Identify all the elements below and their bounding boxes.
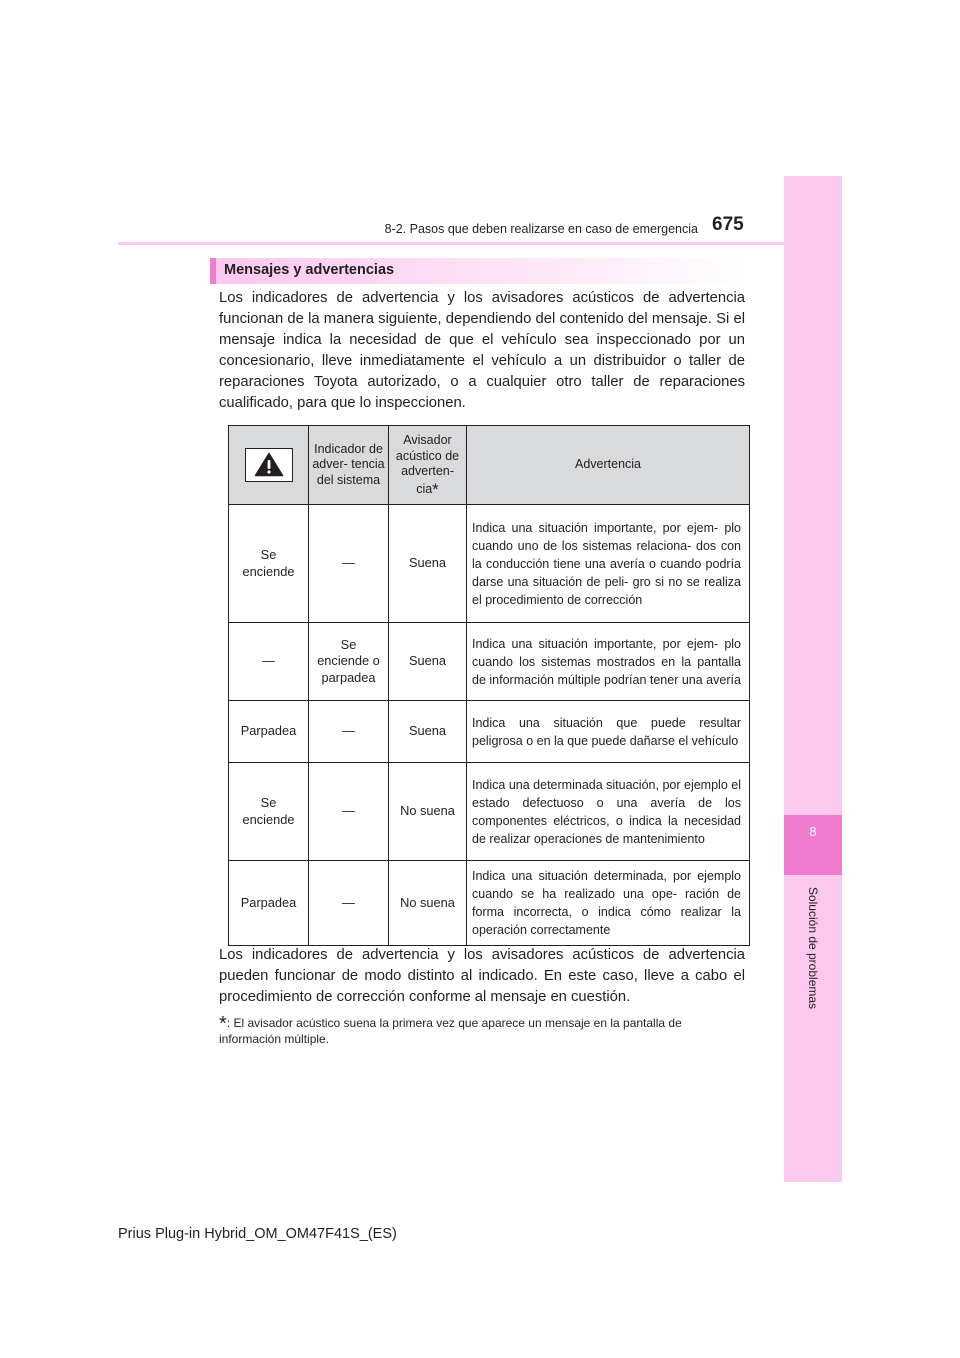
master-indicator-cell: — (229, 623, 309, 701)
buzzer-cell: Suena (389, 623, 467, 701)
master-indicator-cell: Parpadea (229, 701, 309, 763)
warning-triangle-icon (245, 448, 293, 482)
buzzer-header-label: Avisador acústico de adverten- cia (395, 433, 460, 496)
table-row (229, 763, 750, 861)
master-indicator-cell: Se enciende (229, 763, 309, 861)
system-indicator-cell: — (309, 861, 389, 946)
warning-cell: Indica una situación importante, por ejem- plo cuando uno de los sistemas relaciona- dos con la conducción tiene una avería o cuando podría darse una situación de peli- gro si no se realiza el procedimiento de corrección (467, 505, 750, 623)
footnote (219, 1013, 745, 1047)
table-row (229, 623, 750, 701)
section-title: Mensajes y advertencias (224, 262, 395, 278)
chapter-number: 8 (809, 824, 817, 839)
section-heading-bar (210, 258, 749, 284)
buzzer-cell: Suena (389, 701, 467, 763)
footnote-text: : El avisador acústico suena la primera vez que aparece un mensaje en la pantalla de información múltiple. (219, 1016, 682, 1046)
system-indicator-header: Indicador de adver- tencia del sistema (309, 426, 389, 505)
header-rule (118, 242, 784, 245)
warning-table (228, 425, 750, 946)
system-indicator-cell: Se enciende o parpadea (309, 623, 389, 701)
warning-header: Advertencia (467, 426, 750, 505)
system-indicator-cell: — (309, 701, 389, 763)
table-row (229, 701, 750, 763)
chapter-title: Solución de problemas (806, 886, 820, 1010)
master-indicator-cell: Parpadea (229, 861, 309, 946)
buzzer-header (389, 426, 467, 505)
system-indicator-cell: — (309, 505, 389, 623)
side-tab (784, 176, 842, 1182)
outro-paragraph: Los indicadores de advertencia y los avisadores acústicos de advertencia pueden funcionar de modo distinto al indicado. En este caso, lleve a cabo el procedimiento de corrección conforme al mensaje en cuestión. (219, 947, 745, 1005)
table-header-row (229, 426, 750, 505)
footnote-mark: * (219, 1013, 227, 1035)
footer-model: Prius Plug-in Hybrid_OM_OM47F41S_(ES) (118, 1226, 397, 1242)
system-indicator-cell: — (309, 763, 389, 861)
buzzer-cell: No suena (389, 763, 467, 861)
warning-cell: Indica una determinada situación, por ejemplo el estado defectuoso o una avería de los componentes eléctricos, o indica la necesidad de realizar operaciones de mantenimiento (467, 763, 750, 861)
section-heading-accent (210, 258, 216, 284)
master-indicator-header (229, 426, 309, 505)
table-row (229, 861, 750, 946)
running-header: 8-2. Pasos que deben realizarse en caso de emergencia (384, 222, 698, 236)
master-indicator-cell: Se enciende (229, 505, 309, 623)
buzzer-footnote-mark: * (432, 479, 439, 499)
intro-paragraph: Los indicadores de advertencia y los avisadores acústicos de advertencia funcionan de la manera siguiente, dependiendo del contenido del mensaje. Si el mensaje indica la necesidad de que el vehículo sea inspeccionado por un concesionario, lleve inmediatamente el vehículo a un distribuidor o taller de reparaciones Toyota autorizado, o a cualquier otro taller de reparaciones cualificado, para que lo inspeccionen. (219, 290, 745, 411)
warning-cell: Indica una situación determinada, por ejemplo cuando se ha realizado una ope- ración de forma incorrecta, o indica cómo realizar la operación correctamente (467, 861, 750, 946)
page-number: 675 (712, 214, 744, 235)
buzzer-cell: Suena (389, 505, 467, 623)
warning-cell: Indica una situación que puede resultar peligrosa o en la que puede dañarse el vehículo (467, 701, 750, 763)
table-row (229, 505, 750, 623)
buzzer-cell: No suena (389, 861, 467, 946)
warning-cell: Indica una situación importante, por ejem- plo cuando los sistemas mostrados en la pantalla de información múltiple podrían tener una avería (467, 623, 750, 701)
